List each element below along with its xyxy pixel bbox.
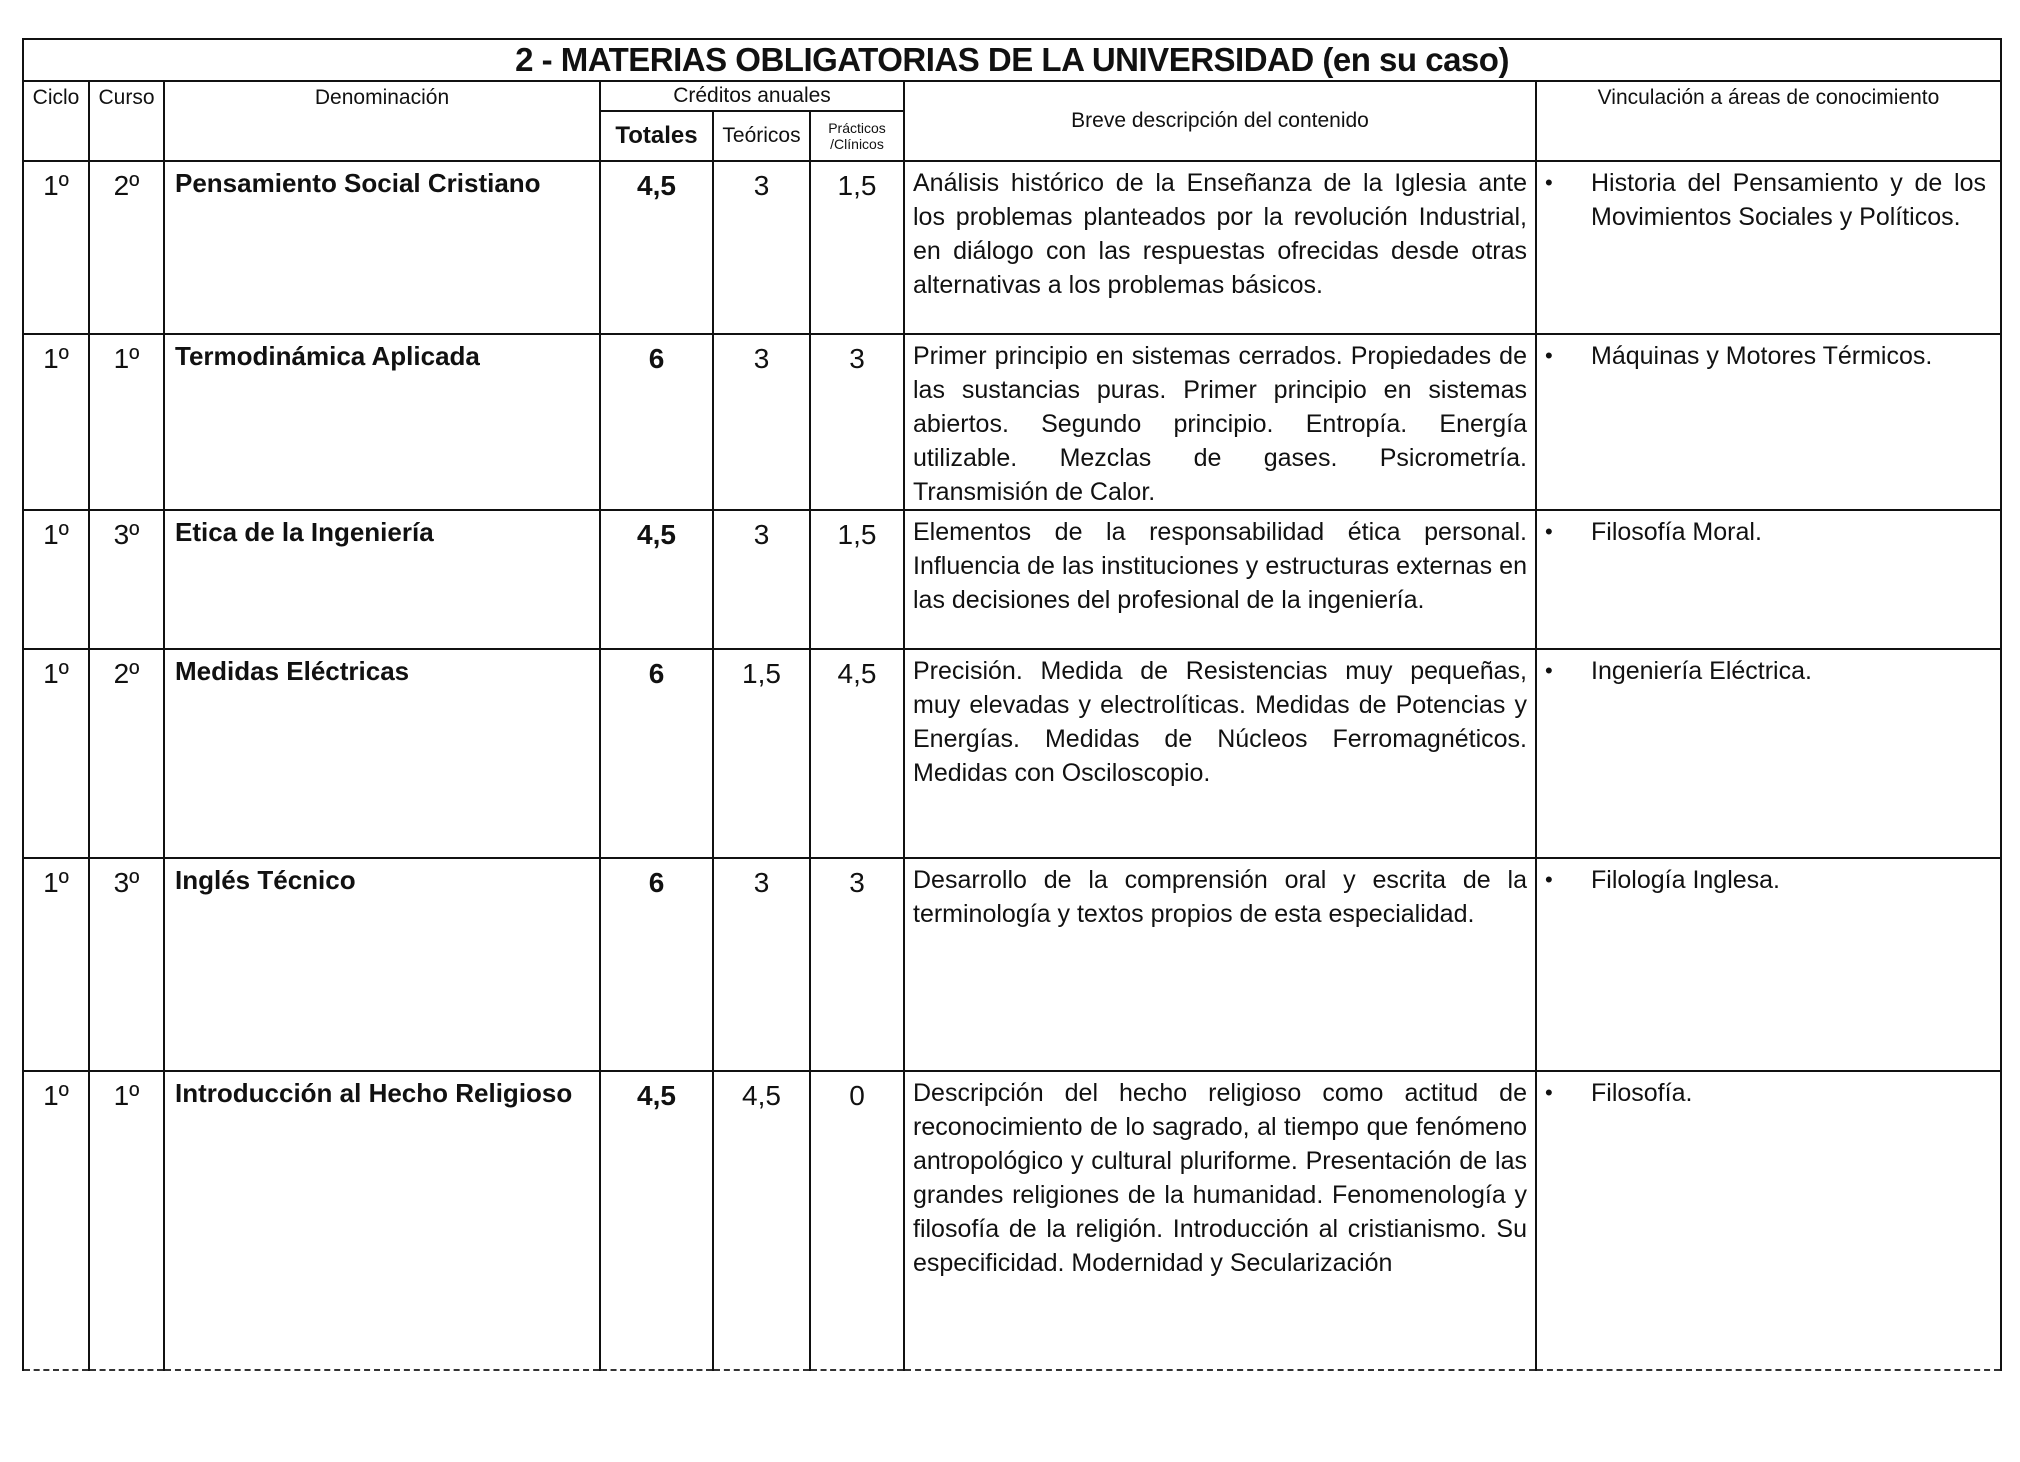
cell-ciclo: 1º (23, 1071, 89, 1370)
cell-ciclo: 1º (23, 510, 89, 649)
area-text: Historia del Pensamiento y de los Movimientos Sociales y Políticos. (1591, 169, 1986, 231)
subjects-sheet (22, 38, 2000, 1371)
area-list-item (1545, 1076, 1986, 1110)
cell-curso: 3º (89, 510, 164, 649)
cell-curso: 1º (89, 1071, 164, 1370)
header-curso: Curso (89, 81, 164, 161)
cell-vinculacion (1536, 858, 2001, 1071)
cell-descripcion: Primer principio en sistemas cerrados. Propiedades de las sustancias puras. Primer principio en sistemas abiertos. Segundo principio. Entropía. Energía utilizable. Mezclas de gases. Psicrometría. Transmisión de Calor. (904, 334, 1536, 510)
cell-denominacion: Inglés Técnico (164, 858, 600, 1071)
area-text: Ingeniería Eléctrica. (1591, 657, 1812, 685)
cell-descripcion: Análisis histórico de la Enseñanza de la Iglesia ante los problemas planteados por la revolución Industrial, en diálogo con las respuestas ofrecidas desde otras alternativas a los problemas básicos. (904, 161, 1536, 334)
bullet-icon: • (1545, 170, 1553, 195)
cell-descripcion: Elementos de la responsabilidad ética personal. Influencia de las instituciones y estructuras externas en las decisiones del profesional de la ingeniería. (904, 510, 1536, 649)
table-row (23, 161, 2001, 334)
area-list-item (1545, 863, 1986, 897)
cell-denominacion: Medidas Eléctricas (164, 649, 600, 858)
cell-totales: 4,5 (600, 161, 713, 334)
cell-denominacion: Termodinámica Aplicada (164, 334, 600, 510)
cell-vinculacion (1536, 510, 2001, 649)
cell-vinculacion (1536, 1071, 2001, 1370)
cell-ciclo: 1º (23, 161, 89, 334)
cell-descripcion: Descripción del hecho religioso como actitud de reconocimiento de lo sagrado, al tiempo que fenómeno antropológico y cultural pluriforme. Presentación de las grandes religiones de la humanidad. Fenomenología y filosofía de la religión. Introducción al cristianismo. Su especificidad. Modernidad y Secularización (904, 1071, 1536, 1370)
cell-totales: 6 (600, 649, 713, 858)
header-vinculacion: Vinculación a áreas de conocimiento (1536, 81, 2001, 161)
cell-curso: 2º (89, 649, 164, 858)
area-text: Filosofía Moral. (1591, 518, 1762, 546)
cell-totales: 6 (600, 334, 713, 510)
cell-curso: 2º (89, 161, 164, 334)
table-row (23, 649, 2001, 858)
cell-curso: 1º (89, 334, 164, 510)
header-teoricos: Teóricos (713, 111, 810, 161)
cell-teoricos: 3 (713, 161, 810, 334)
cell-practicos: 3 (810, 858, 904, 1071)
area-list-item (1545, 339, 1986, 373)
area-text: Máquinas y Motores Térmicos. (1591, 342, 1933, 370)
cell-teoricos: 4,5 (713, 1071, 810, 1370)
area-text: Filología Inglesa. (1591, 866, 1781, 894)
cell-curso: 3º (89, 858, 164, 1071)
cell-vinculacion (1536, 334, 2001, 510)
cell-practicos: 1,5 (810, 161, 904, 334)
area-list-item (1545, 654, 1986, 688)
cell-teoricos: 1,5 (713, 649, 810, 858)
cell-vinculacion (1536, 161, 2001, 334)
cell-practicos: 4,5 (810, 649, 904, 858)
bullet-icon: • (1545, 1080, 1553, 1105)
cell-practicos: 0 (810, 1071, 904, 1370)
cell-practicos: 3 (810, 334, 904, 510)
table-title: 2 - MATERIAS OBLIGATORIAS DE LA UNIVERSIDAD (en su caso) (23, 39, 2001, 81)
header-descripcion: Breve descripción del contenido (904, 81, 1536, 161)
cell-practicos: 1,5 (810, 510, 904, 649)
cell-denominacion: Etica de la Ingeniería (164, 510, 600, 649)
table-body (23, 161, 2001, 1370)
cell-teoricos: 3 (713, 858, 810, 1071)
header-totales: Totales (600, 111, 713, 161)
area-text: Filosofía. (1591, 1079, 1693, 1107)
table-row (23, 858, 2001, 1071)
cell-descripcion: Desarrollo de la comprensión oral y escrita de la terminología y textos propios de esta especialidad. (904, 858, 1536, 1071)
cell-totales: 6 (600, 858, 713, 1071)
bullet-icon: • (1545, 343, 1553, 368)
header-practicos: Prácticos /Clínicos (810, 111, 904, 161)
area-list-item (1545, 515, 1986, 549)
cell-teoricos: 3 (713, 510, 810, 649)
table-row (23, 334, 2001, 510)
cell-denominacion: Introducción al Hecho Religioso (164, 1071, 600, 1370)
bullet-icon: • (1545, 867, 1553, 892)
cell-ciclo: 1º (23, 649, 89, 858)
table-row (23, 1071, 2001, 1370)
cell-ciclo: 1º (23, 858, 89, 1071)
cell-vinculacion (1536, 649, 2001, 858)
subjects-table (22, 38, 2002, 1371)
header-ciclo: Ciclo (23, 81, 89, 161)
cell-totales: 4,5 (600, 1071, 713, 1370)
header-denominacion: Denominación (164, 81, 600, 161)
cell-teoricos: 3 (713, 334, 810, 510)
bullet-icon: • (1545, 658, 1553, 683)
cell-denominacion: Pensamiento Social Cristiano (164, 161, 600, 334)
header-creditos: Créditos anuales (600, 81, 904, 111)
cell-descripcion: Precisión. Medida de Resistencias muy pequeñas, muy elevadas y electrolíticas. Medidas de Potencias y Energías. Medidas de Núcleos Ferromagnéticos. Medidas con Osciloscopio. (904, 649, 1536, 858)
cell-ciclo: 1º (23, 334, 89, 510)
table-row (23, 510, 2001, 649)
bullet-icon: • (1545, 519, 1553, 544)
cell-totales: 4,5 (600, 510, 713, 649)
area-list-item (1545, 166, 1986, 234)
